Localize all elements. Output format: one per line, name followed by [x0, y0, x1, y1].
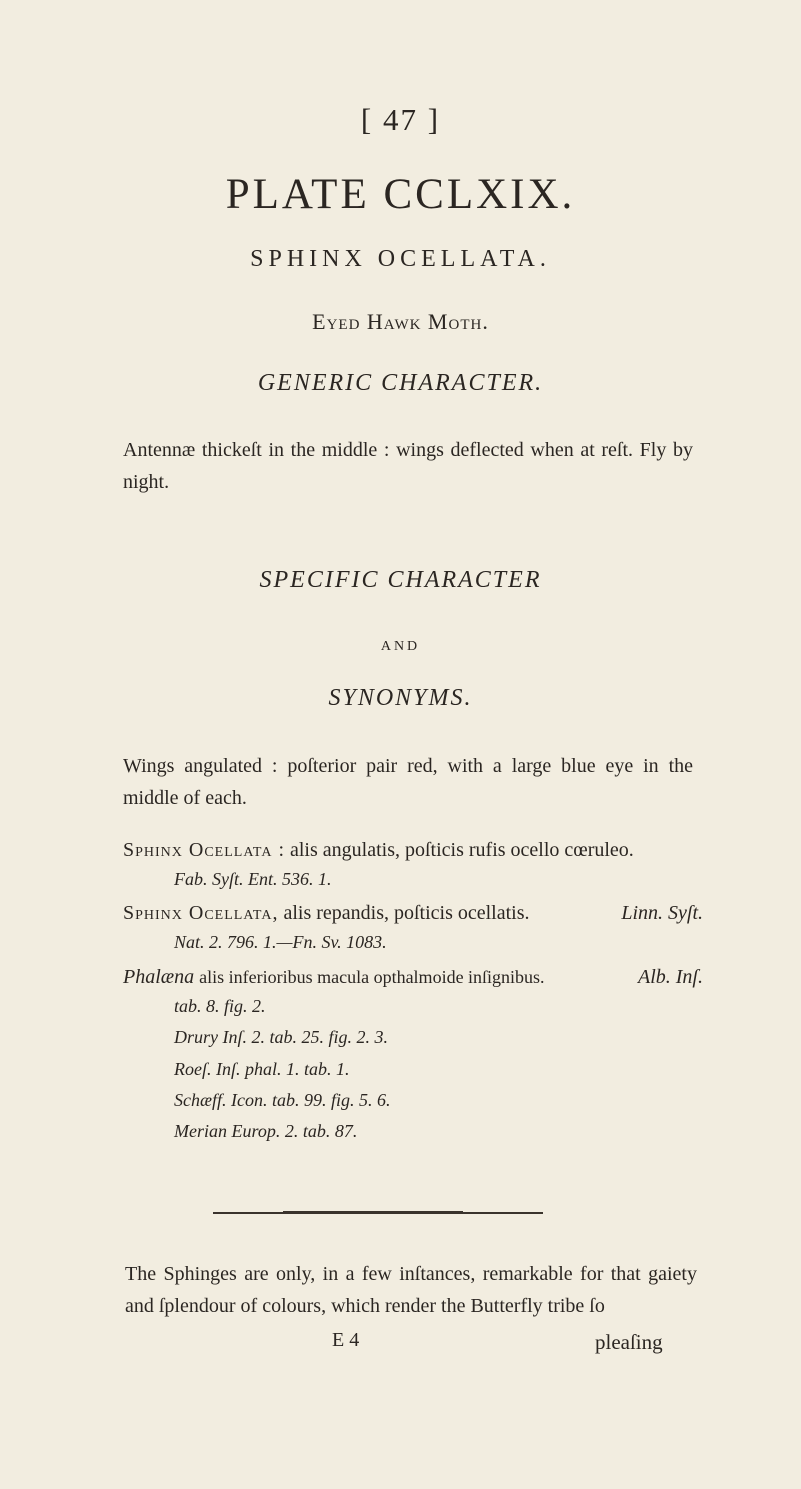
catchword: pleaſing	[595, 1330, 663, 1354]
synonym-reference: Roeſ. Inſ. phal. 1. tab. 1.	[174, 1059, 350, 1079]
synonym-name: Sphinx Ocellata :	[123, 839, 285, 861]
page-number: [ 47 ]	[360, 102, 441, 137]
synonym-description: alis angulatis, poſticis rufis ocello cœruleo.	[290, 839, 634, 861]
specific-character-text: Wings angulated : poſterior pair red, with a large blue eye in the middle of each.	[123, 755, 693, 809]
body-paragraph: The Sphinges are only, in a few inſtances, remarkable for that gaiety and ſplendour of colours, which render the Butterfly tribe ſo	[125, 1263, 697, 1317]
synonym-reference: Nat. 2. 796. 1.—Fn. Sv. 1083.	[174, 932, 387, 952]
generic-character-heading: GENERIC CHARACTER.	[257, 370, 544, 396]
synonym-entry	[123, 964, 703, 990]
synonyms-heading: SYNONYMS.	[328, 685, 473, 711]
specific-character-heading: SPECIFIC CHARACTER	[259, 567, 542, 593]
common-name: Eyed Hawk Moth.	[312, 309, 489, 334]
signature-mark: E 4	[332, 1329, 360, 1351]
synonym-reference: Merian Europ. 2. tab. 87.	[174, 1121, 358, 1141]
synonym-description: alis repandis, poſticis ocellatis.	[283, 902, 530, 924]
synonym-description: alis inferioribus macula opthalmoide inſignibus.	[199, 967, 545, 987]
synonym-reference: tab. 8. fig. 2.	[174, 996, 266, 1016]
synonym-reference: Linn. Syſt.	[621, 902, 703, 924]
section-divider	[213, 1212, 543, 1214]
generic-character-text: Antennæ thickeſt in the middle : wings deflected when at reſt. Fly by night.	[123, 439, 693, 493]
synonym-name: Phalæna	[123, 966, 195, 988]
synonym-entry	[123, 837, 703, 863]
synonym-reference: Alb. Inſ.	[638, 966, 703, 988]
synonym-name: Sphinx Ocellata,	[123, 902, 279, 924]
synonym-reference: Drury Inſ. 2. tab. 25. fig. 2. 3.	[174, 1027, 388, 1047]
synonym-entry	[123, 900, 703, 926]
plate-title: PLATE CCLXIX.	[225, 171, 576, 218]
synonym-reference: Fab. Syſt. Ent. 536. 1.	[174, 869, 332, 889]
species-title: SPHINX OCELLATA.	[250, 246, 551, 272]
and-label: AND	[380, 639, 421, 654]
synonym-reference: Schæff. Icon. tab. 99. fig. 5. 6.	[174, 1090, 391, 1110]
